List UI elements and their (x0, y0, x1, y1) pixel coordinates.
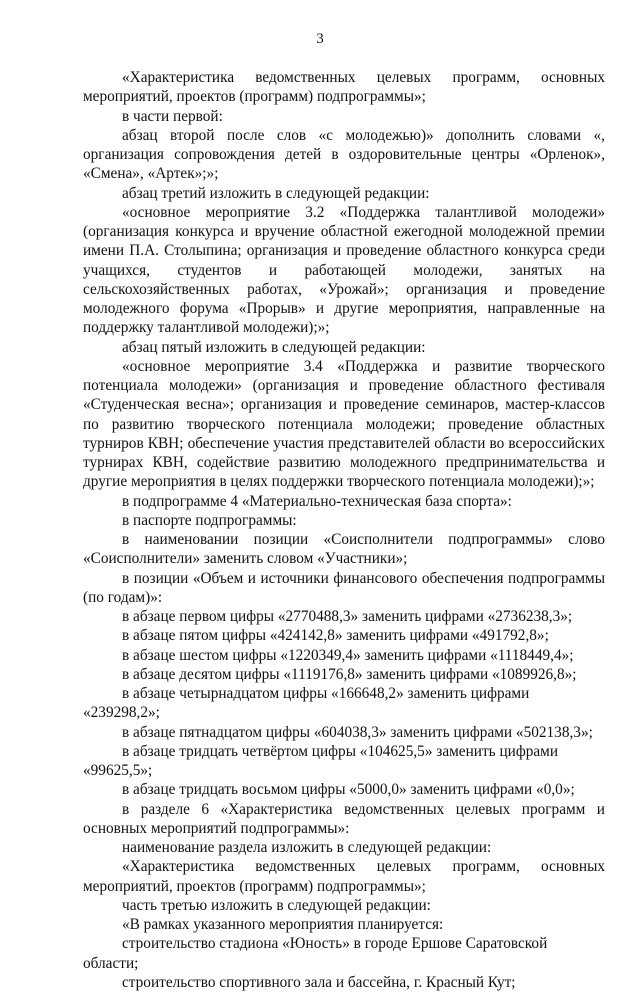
paragraph-amendment-6: в абзаце шестом цифры «1220349,4» заменить цифрами «1118449,4»; (122, 646, 574, 664)
paragraph-subprogram-4: в подпрограмме 4 «Материально-техническая база спорта»: (122, 492, 512, 510)
paragraph-part-one: в части первой: (122, 107, 223, 125)
paragraph-amendment-10: в абзаце десятом цифры «1119176,8» заменить цифрами «1089926,8»; (122, 665, 577, 683)
document-body (83, 68, 605, 992)
paragraph-amendment-34: в абзаце тридцать четвёртом цифры «104625,5» заменить цифрами «99625,5»; (83, 742, 559, 779)
paragraph-passport: в паспорте подпрограммы: (122, 511, 297, 529)
paragraph-part-three-intro: часть третью изложить в следующей редакции: (122, 896, 431, 914)
paragraph-third-abzac-intro: абзац третий изложить в следующей редакции: (122, 184, 430, 202)
paragraph-section-6: в разделе 6 «Характеристика ведомственных целевых программ и основных мероприятий подпрограммы»: (83, 800, 605, 837)
paragraph-amendment-5: в абзаце пятом цифры «424142,8» заменить цифрами «491792,8»; (122, 627, 549, 645)
paragraph-stadium: строительство стадиона «Юность» в городе Ершове Саратовской области; (83, 935, 548, 972)
paragraph-section-name-intro: наименование раздела изложить в следующей редакции: (122, 839, 492, 856)
paragraph-planned: «В рамках указанного мероприятия планируется: (122, 916, 444, 933)
paragraph-coexecutors: в наименовании позиции «Соисполнители подпрограммы» слово «Соисполнители» заменить словом «Участники»; (83, 531, 605, 568)
paragraph-amendment-14: в абзаце четырнадцатом цифры «166648,2» заменить цифрами «239298,2»; (83, 685, 530, 722)
paragraph-funding-position: в позиции «Объем и источники финансового обеспечения подпрограммы (по годам)»: (83, 569, 605, 606)
paragraph-measure-3-2: «основное мероприятие 3.2 «Поддержка талантливой молодежи» (организация конкурса и вручение областной ежегодной молодежной премии имени П.А. Столыпина; организация и проведение областного конкурса среди учащихся, студентов и работающей молодежи, занятых на сельскохозяйственных работах, «Урожай»; организация и проведение молодежного форума «Прорыв» и другие мероприятия, направленные на поддержку талантливой молодежи);»; (83, 203, 605, 337)
paragraph-section-name-quote: «Характеристика ведомственных целевых программ, основных мероприятий, проектов (программ) подпрограммы»; (83, 858, 605, 895)
paragraph-fifth-abzac-intro: абзац пятый изложить в следующей редакции: (122, 338, 426, 356)
paragraph-amendment-38: в абзаце тридцать восьмом цифры «5000,0» заменить цифрами «0,0»; (122, 781, 575, 799)
paragraph-second-abzac: абзац второй после слов «с молодежью)» дополнить словами «, организация сопровождения детей в оздоровительные центры «Орленок», «Смена», «Артек»;»; (83, 126, 605, 183)
paragraph-measure-3-4: «основное мероприятие 3.4 «Поддержка и развитие творческого потенциала молодежи» (организация и проведение областного фестиваля «Студенческая весна»; организация и проведение семинаров, мастер-классов по развитию творческого потенциала молодежи; проведение областных турниров КВН; обеспечение участия представителей области во всероссийских турнирах КВН, содействие развитию молодежного предпринимательства и другие мероприятия в целях поддержки творческого потенциала молодежи);»; (83, 357, 605, 491)
paragraph-sports-hall: строительство спортивного зала и бассейна, г. Красный Кут; (122, 973, 516, 991)
paragraph-section-title-quote: «Характеристика ведомственных целевых программ, основных мероприятий, проектов (программ) подпрограммы»; (83, 69, 605, 106)
paragraph-amendment-1: в абзаце первом цифры «2770488,3» заменить цифрами «2736238,3»; (122, 608, 573, 625)
paragraph-amendment-15: в абзаце пятнадцатом цифры «604038,3» заменить цифрами «502138,3»; (122, 723, 593, 741)
page-number: 3 (316, 31, 324, 47)
